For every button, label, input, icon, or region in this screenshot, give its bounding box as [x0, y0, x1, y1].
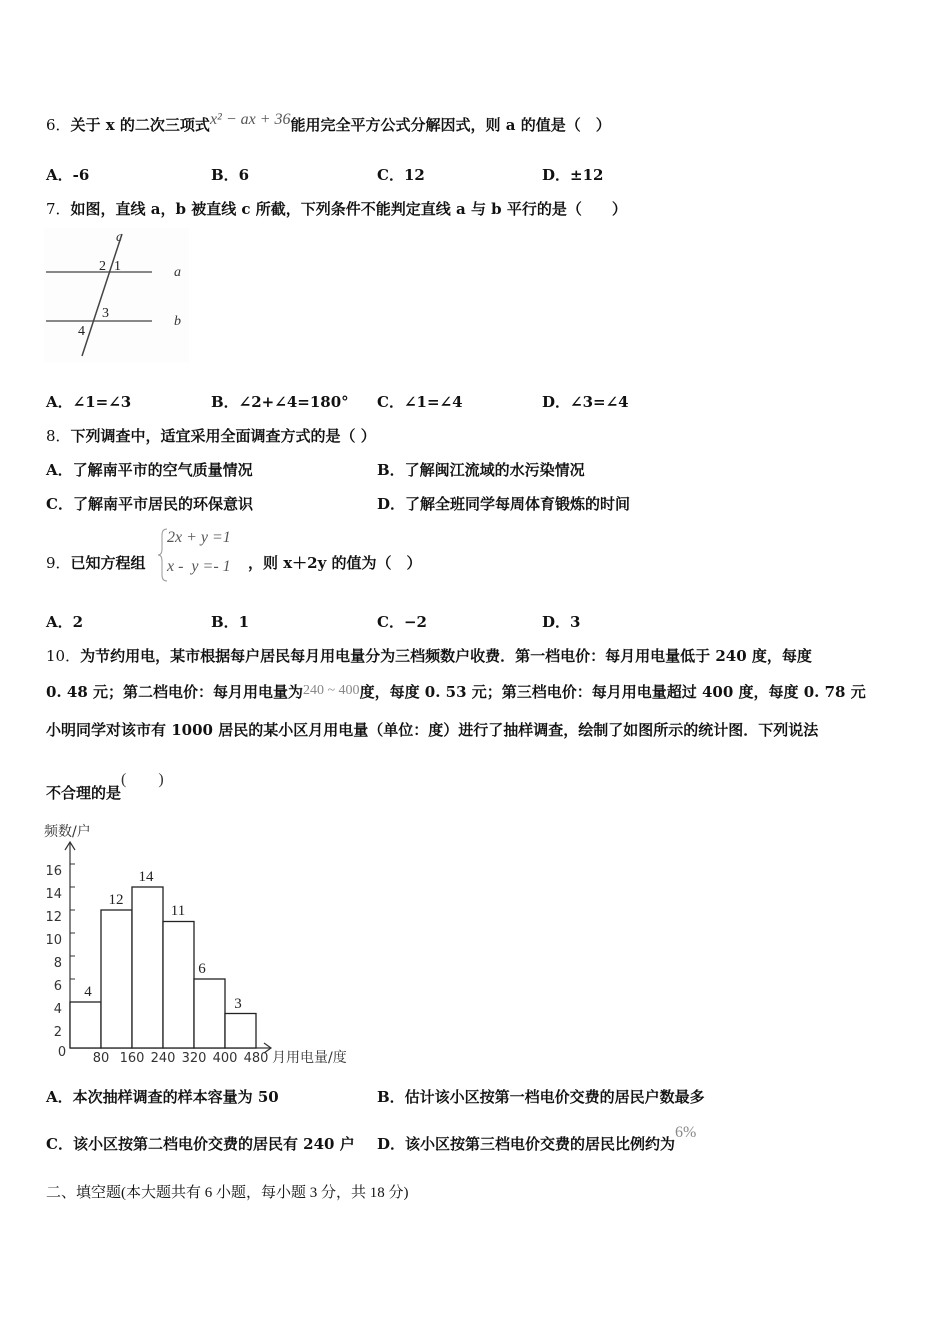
x-tick: 320 — [181, 1051, 207, 1066]
q7-option-c[interactable]: C．∠1=∠4 — [377, 393, 463, 411]
q10-number: 10． — [46, 647, 81, 665]
q10-option-d-text: D．该小区按第三档电价交费的居民比例约为 — [377, 1135, 676, 1153]
q9-text-after: ，则 x＋2y 的值为（ ） — [248, 554, 422, 572]
y-tick: 4 — [53, 1002, 62, 1017]
bar-value-label: 11 — [170, 903, 186, 919]
q6-text-after: 能用完全平方公式分解因式，则 a 的值是（ ） — [290, 116, 611, 134]
q7-stem — [46, 199, 627, 219]
histogram-bar — [132, 887, 163, 1048]
q7-option-a[interactable]: A．∠1=∠3 — [46, 393, 132, 411]
q7-text: 如图，直线 a，b 被直线 c 所截，下列条件不能判定直线 a 与 b 平行的是（ ） — [70, 200, 627, 218]
q8-number: 8． — [46, 427, 71, 445]
q10-option-d-math: 6% — [675, 1124, 697, 1141]
q6-option-a[interactable]: A．-6 — [46, 166, 90, 184]
svg-text:a: a — [174, 265, 181, 280]
y-tick: 12 — [45, 910, 62, 925]
q10-option-c[interactable]: C．该小区按第二档电价交费的居民有 240 户 — [46, 1135, 355, 1153]
q9-option-a[interactable]: A．2 — [46, 613, 84, 631]
histogram-chart — [40, 818, 370, 1068]
y-tick: 6 — [53, 979, 62, 994]
x-axis-label: 月用电量/度 — [272, 1050, 347, 1066]
q9-number: 9． — [46, 554, 71, 572]
histogram-bar — [101, 910, 132, 1048]
x-tick: 80 — [92, 1051, 110, 1066]
y-tick: 2 — [53, 1025, 62, 1040]
q6-option-c[interactable]: C．12 — [377, 166, 425, 184]
q6-math: x² − ax + 36 — [209, 111, 291, 128]
q7-option-b[interactable]: B．∠2+∠4=180° — [211, 393, 349, 411]
q9-stem — [46, 553, 146, 573]
q10-stem-line2 — [46, 682, 866, 704]
q8-text: 下列调查中，适宜采用全面调查方式的是（ ） — [70, 427, 376, 445]
svg-text:4: 4 — [78, 324, 85, 339]
q10-text-line2a: 0. 48 元；第二档电价：每月用电量为 — [46, 683, 303, 701]
bar-value-label: 4 — [84, 984, 92, 1000]
electricity-histogram — [40, 818, 370, 1068]
q10-answer-paren: ( ) — [121, 771, 164, 788]
q10-text-line4: 不合理的是 — [46, 784, 122, 802]
y-tick: 10 — [45, 933, 62, 948]
q6-stem — [46, 111, 611, 136]
q8-stem — [46, 426, 376, 446]
q10-text-line1: 为节约用电，某市根据每户居民每月用电量分为三档频数户收费．第一档电价：每月用电量低于 240 度，每度 — [80, 647, 812, 665]
bar-value-label: 12 — [108, 892, 124, 908]
parallel-lines-diagram — [44, 228, 189, 363]
q9-stem-end — [248, 553, 422, 573]
q8-option-b[interactable]: B．了解闽江流域的水污染情况 — [377, 461, 585, 479]
q10-option-a[interactable]: A．本次抽样调查的样本容量为 50 — [46, 1088, 279, 1106]
svg-text:2: 2 — [99, 259, 106, 274]
q10-option-d[interactable] — [377, 1124, 697, 1155]
q6-text-before: 关于 x 的二次三项式 — [70, 116, 210, 134]
x-tick: 0 — [57, 1045, 67, 1060]
q10-stem-line4 — [46, 771, 164, 804]
q8-option-a[interactable]: A．了解南平市的空气质量情况 — [46, 461, 253, 479]
y-tick: 8 — [53, 956, 62, 971]
y-axis-label: 频数/户 — [44, 824, 91, 840]
svg-text:b: b — [174, 314, 181, 329]
x-tick: 160 — [119, 1051, 145, 1066]
x-tick: 240 — [150, 1051, 176, 1066]
histogram-bar — [194, 979, 225, 1048]
q8-option-d[interactable]: D．了解全班同学每周体育锻炼的时间 — [377, 495, 631, 513]
section-title-fill-in-blank: 二、填空题(本大题共有 6 小题，每小题 3 分，共 18 分) — [46, 1185, 409, 1201]
histogram-bar — [163, 922, 194, 1049]
histogram-bar — [70, 1002, 101, 1048]
q9-option-d[interactable]: D．3 — [542, 613, 581, 631]
q6-number: 6． — [46, 116, 71, 134]
svg-text:1: 1 — [114, 259, 121, 274]
svg-text:c: c — [116, 230, 123, 245]
bar-value-label: 14 — [138, 869, 154, 885]
x-tick: 480 — [243, 1051, 269, 1066]
bar-value-label: 3 — [234, 996, 242, 1012]
histogram-bar — [225, 1014, 256, 1049]
y-tick: 14 — [45, 887, 62, 902]
q10-text-line3: 小明同学对该市有 1000 居民的某小区月用电量（单位：度）进行了抽样调查，绘制了如图所示的统计图．下列说法 — [46, 721, 819, 739]
q9-option-c[interactable]: C．−2 — [377, 613, 427, 631]
bar-value-label: 6 — [198, 961, 206, 977]
x-tick: 400 — [212, 1051, 238, 1066]
q7-figure — [44, 228, 189, 363]
q7-number: 7． — [46, 200, 71, 218]
q9-text-before: 已知方程组 — [70, 554, 146, 572]
q10-stem-line1 — [46, 646, 812, 666]
q10-text-line2b: 度，每度 0. 53 元；第三档电价：每月用电量超过 400 度，每度 0. 78 元 — [359, 683, 866, 701]
q9-equation-1: 2x + y =1 — [167, 529, 231, 546]
q10-stem-line3 — [46, 720, 818, 740]
q7-option-d[interactable]: D．∠3=∠4 — [542, 393, 629, 411]
y-tick: 16 — [45, 864, 62, 879]
q9-equation-2: x - y =- 1 — [167, 558, 231, 575]
q6-option-d[interactable]: D．±12 — [542, 166, 604, 184]
q8-option-c[interactable]: C．了解南平市居民的环保意识 — [46, 495, 253, 513]
q10-range-math: 240 ~ 400 — [302, 683, 360, 698]
svg-text:3: 3 — [102, 306, 109, 321]
q9-option-b[interactable]: B．1 — [211, 613, 250, 631]
q6-option-b[interactable]: B．6 — [211, 166, 250, 184]
q10-option-b[interactable]: B．估计该小区按第一档电价交费的居民户数最多 — [377, 1088, 705, 1106]
q9-equation-system — [157, 527, 247, 583]
